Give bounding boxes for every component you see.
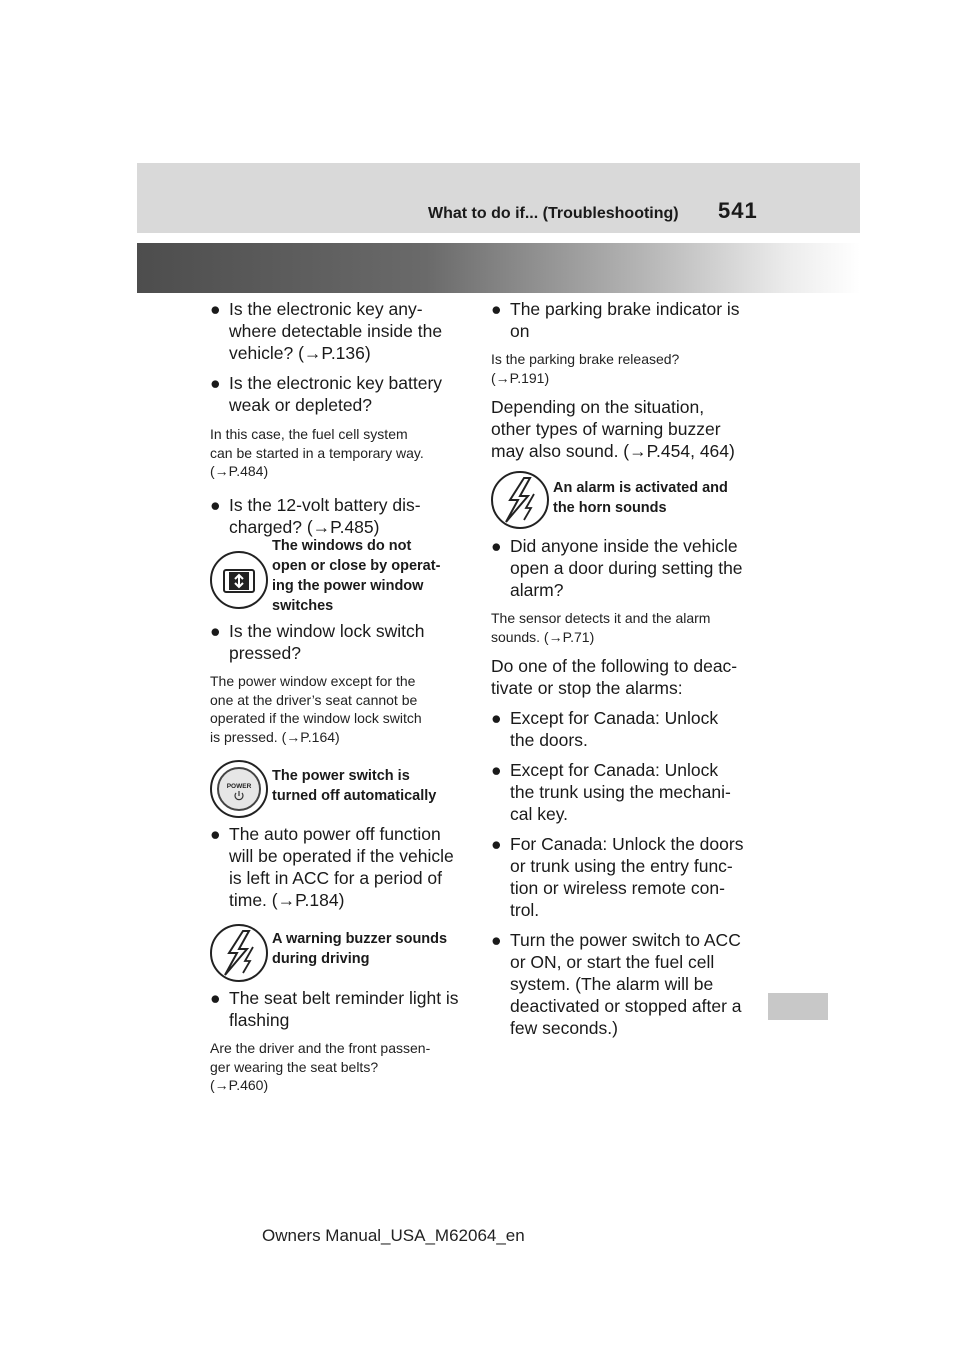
right-paragraph-1: Depending on the situation, other types of warning buzzer may also sound. (→P.454, 464) (491, 397, 735, 461)
left-bullet-6: ● The seat belt reminder light is flashing (210, 988, 459, 1030)
right-bullet-2: ● Did anyone inside the vehicle open a door during setting the alarm? (491, 536, 743, 600)
right-bullet-3: ● Except for Canada: Unlock the doors. (491, 708, 719, 750)
left-bullet-5: ● The auto power off function will be operated if the vehicle is left in ACC for a period of time. (→P.184) (210, 824, 454, 910)
power-window-switch-icon (209, 550, 269, 610)
left-bullet-4: ● Is the window lock switch pressed? (210, 621, 425, 663)
left-note-1: In this case, the fuel cell system can be started in a temporary way. (→P.484) (210, 426, 424, 479)
right-note-2: The sensor detects it and the alarm sounds. (→P.71) (491, 610, 711, 645)
right-bullet-4: ● Except for Canada: Unlock the trunk using the mechani- cal key. (491, 760, 731, 824)
left-note-3: Are the driver and the front passen- ger wearing the seat belts? (→P.460) (210, 1040, 431, 1093)
caption-power-switch: The power switch is turned off automatically (272, 768, 437, 804)
section-title: What to do if... (Troubleshooting) (428, 205, 679, 222)
left-bullet-3: ● Is the 12-volt battery dis- charged? (→P.485) (210, 494, 421, 537)
left-note-2: The power window except for the one at the driver’s seat cannot be operated if the window lock switch is pressed. (→P.164) (210, 673, 422, 745)
lightning-alarm-icon (490, 470, 550, 530)
left-column-2 (210, 620, 472, 746)
right-bullet-6: ● Turn the power switch to ACC or ON, or start the fuel cell system. (The alarm will be deactivated or stopped after a few seconds.) (491, 930, 742, 1038)
left-column-4 (210, 987, 472, 1095)
footer-text: Owners Manual_USA_M62064_en (262, 1226, 525, 1245)
right-note-1: Is the parking brake released? (→P.191) (491, 351, 680, 386)
chapter-tab (768, 993, 828, 1020)
right-column-2 (491, 535, 753, 1039)
left-column (210, 298, 472, 538)
page-number: 541 (718, 198, 758, 223)
gradient-band (137, 243, 860, 293)
right-bullet-1: ● The parking brake indicator is on (491, 299, 740, 341)
right-paragraph-2: Do one of the following to deac- tivate or stop the alarms: (491, 656, 738, 698)
caption-warning-buzzer: A warning buzzer sounds during driving (272, 931, 448, 967)
caption-windows: The windows do not open or close by operat- ing the power window switches (272, 538, 441, 614)
left-column-3 (210, 823, 472, 911)
right-column (491, 298, 753, 462)
power-button-icon (209, 759, 269, 819)
caption-alarm: An alarm is activated and the horn sounds (553, 480, 728, 516)
right-bullet-5: ● For Canada: Unlock the doors or trunk using the entry func- tion or wireless remote con- trol. (491, 834, 744, 920)
left-bullet-2: ● Is the electronic key battery weak or depleted? (210, 373, 443, 415)
left-bullet-1: ● Is the electronic key any- where detectable inside the vehicle? (→P.136) (210, 299, 443, 363)
lightning-warning-icon (209, 923, 269, 983)
svg-text:POWER: POWER (226, 783, 252, 790)
